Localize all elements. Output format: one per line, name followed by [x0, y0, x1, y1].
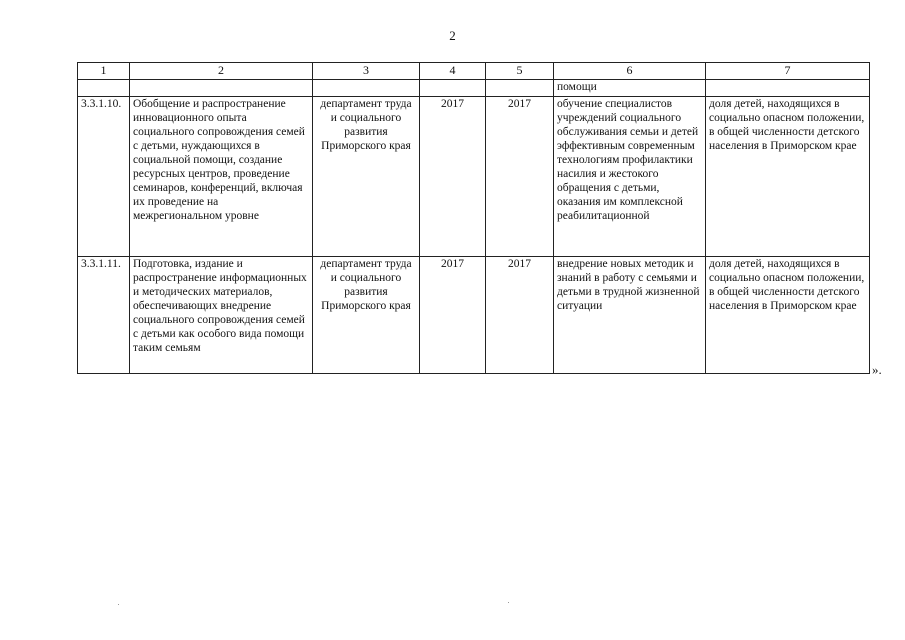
page-number: 2: [449, 28, 456, 43]
column-header: 5: [486, 63, 554, 80]
closing-quote-mark: ».: [872, 362, 882, 377]
column-header: 7: [706, 63, 870, 80]
result-cell: обучение специалистов учреждений социального обслуживания семьи и детей эффективным современным технологиям профилактики насилия и жестокого обращения с детьми, оказания им комплексной реабилитационной: [554, 97, 706, 257]
year-start-cell: 2017: [420, 257, 486, 374]
table-cell: [486, 80, 554, 97]
table-cell: помощи: [554, 80, 706, 97]
table-cell: [706, 80, 870, 97]
table-cell: [313, 80, 420, 97]
activity-cell: Обобщение и распространение инновационного опыта социального сопровождения семей с детьми, нуждающихся в социальной помощи, создание ресурсных центров, проведение семинаров, конференций, включая их проведение на межрегиональном уровне: [130, 97, 313, 257]
row-number: 3.3.1.11.: [78, 257, 130, 374]
continuation-row: [78, 80, 870, 97]
scan-speck: [118, 604, 119, 605]
activity-cell: Подготовка, издание и распространение информационных и методических материалов, обеспечивающих внедрение социального сопровождения семей с детьми как особого вида помощи таким семьям: [130, 257, 313, 374]
result-cell: внедрение новых методик и знаний в работу с семьями и детьми в трудной жизненной ситуации: [554, 257, 706, 374]
column-header: 3: [313, 63, 420, 80]
table-row: [78, 257, 870, 374]
year-start-cell: 2017: [420, 97, 486, 257]
year-end-cell: 2017: [486, 97, 554, 257]
scan-speck: [508, 602, 509, 603]
column-header: 1: [78, 63, 130, 80]
indicator-cell: доля детей, находящихся в социально опасном положении, в общей численности детского населения в Приморском крае: [706, 257, 870, 374]
column-header: 4: [420, 63, 486, 80]
program-activities-table: [77, 62, 870, 374]
table-row: [78, 97, 870, 257]
table-header-row: [78, 63, 870, 80]
table-cell: [130, 80, 313, 97]
executor-cell: департамент труда и социального развития Приморского края: [313, 97, 420, 257]
row-number: 3.3.1.10.: [78, 97, 130, 257]
column-header: 2: [130, 63, 313, 80]
year-end-cell: 2017: [486, 257, 554, 374]
column-header: 6: [554, 63, 706, 80]
table-cell: [78, 80, 130, 97]
table-cell: [420, 80, 486, 97]
executor-cell: департамент труда и социального развития Приморского края: [313, 257, 420, 374]
indicator-cell: доля детей, находящихся в социально опасном положении, в общей численности детского населения в Приморском крае: [706, 97, 870, 257]
